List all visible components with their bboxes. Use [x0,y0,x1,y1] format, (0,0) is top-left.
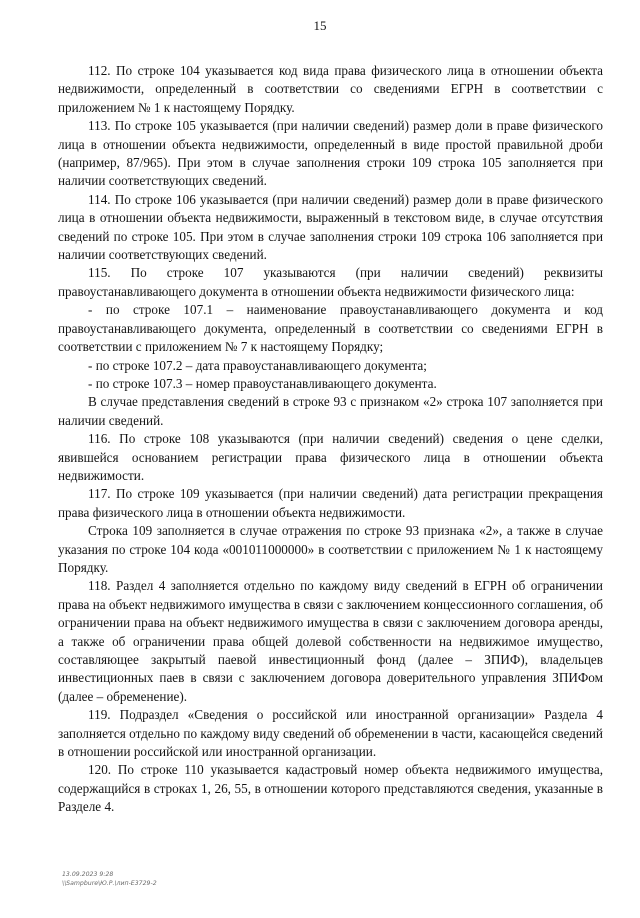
page-number: 15 [313,18,327,33]
document-footer [62,870,157,888]
paragraph-118: 118. Раздел 4 заполняется отдельно по каждому виду сведений в ЕГРН об ограничении права на объект недвижимого имущества в связи с заключением концессионного соглашения, об ограничении права на объект недвижимого имущества в связи с заключением договора аренды, а также об ограничении права общей долевой собственности на недвижимое имущество, составляющее закрытый паевой инвестиционный фонд (далее – ЗПИФ), владельцев инвестиционных паев в связи с заключением договора доверительного управления ЗПИФом (далее – обременение). [58,578,603,704]
paragraph-117: 117. По строке 109 указывается (при наличии сведений) дата регистрации прекращения права физического лица в отношении объекта недвижимости. [58,486,603,520]
paragraph-116: 116. По строке 108 указываются (при наличии сведений) сведения о цене сделки, явившейся основанием регистрации права физического лица в отношении объекта недвижимости. [58,431,603,483]
paragraph-115: 115. По строке 107 указываются (при наличии сведений) реквизиты правоустанавливающего документа в отношении объекта недвижимости физического лица: [58,265,603,299]
paragraph-119: 119. Подраздел «Сведения о российской или иностранной организации» Раздела 4 заполняется отдельно по каждому виду сведений об обременении в части, касающейся сведений в отношении российской или иностранной организации. [58,707,603,760]
list-item-107-3: - по строке 107.3 – номер правоустанавливающего документа. [88,375,437,391]
document-body [58,62,603,817]
footer-timestamp: 13.09.2023 9:28 [62,871,114,878]
paragraph-line-109-note: Строка 109 заполняется в случае отражения по строке 93 признака «2», а также в случае указания по строке 104 кода «001011000000» в соответствии с приложением № 1 к настоящему Порядку. [58,523,603,575]
list-item-107-1: - по строке 107.1 – наименование правоустанавливающего документа и код правоустанавливающего документа, определенный в соответствии со сведениями ЕГРН в соответствии с приложением № 7 к настоящему Порядку; [58,302,603,355]
list-item-107-2: - по строке 107.2 – дата правоустанавливающего документа; [88,357,427,373]
paragraph-114: 114. По строке 106 указывается (при наличии сведений) размер доли в праве физического лица в отношении объекта недвижимости, выраженный в текстовом виде, в случае отсутствия сведений по строке 105. При этом в случае заполнения строки 109 строка 106 заполняется при наличии соответствующих сведений. [58,191,603,263]
footer-file-path: \\Sampbure\Ю.Р.\лип-Е3729-2 [62,880,157,887]
paragraph-120: 120. По строке 110 указывается кадастровый номер объекта недвижимого имущества, содержащийся в строках 1, 26, 55, в отношении которого представляются сведения, указанные в Разделе 4. [58,762,603,815]
paragraph-112: 112. По строке 104 указывается код вида права физического лица в отношении объекта недвижимости, определенный в соответствии со сведениями ЕГРН в соответствии с приложением № 1 к настоящему Порядку. [58,63,603,115]
paragraph-line-93-note: В случае представления сведений в строке 93 с признаком «2» строка 107 заполняется при наличии сведений. [58,394,603,428]
paragraph-113: 113. По строке 105 указывается (при наличии сведений) размер доли в праве физического лица в отношении объекта недвижимости, определенный в виде простой правильной дроби (например, 87/965). При этом в случае заполнения строки 109 строка 105 заполняется при наличии соответствующих сведений. [58,118,603,189]
